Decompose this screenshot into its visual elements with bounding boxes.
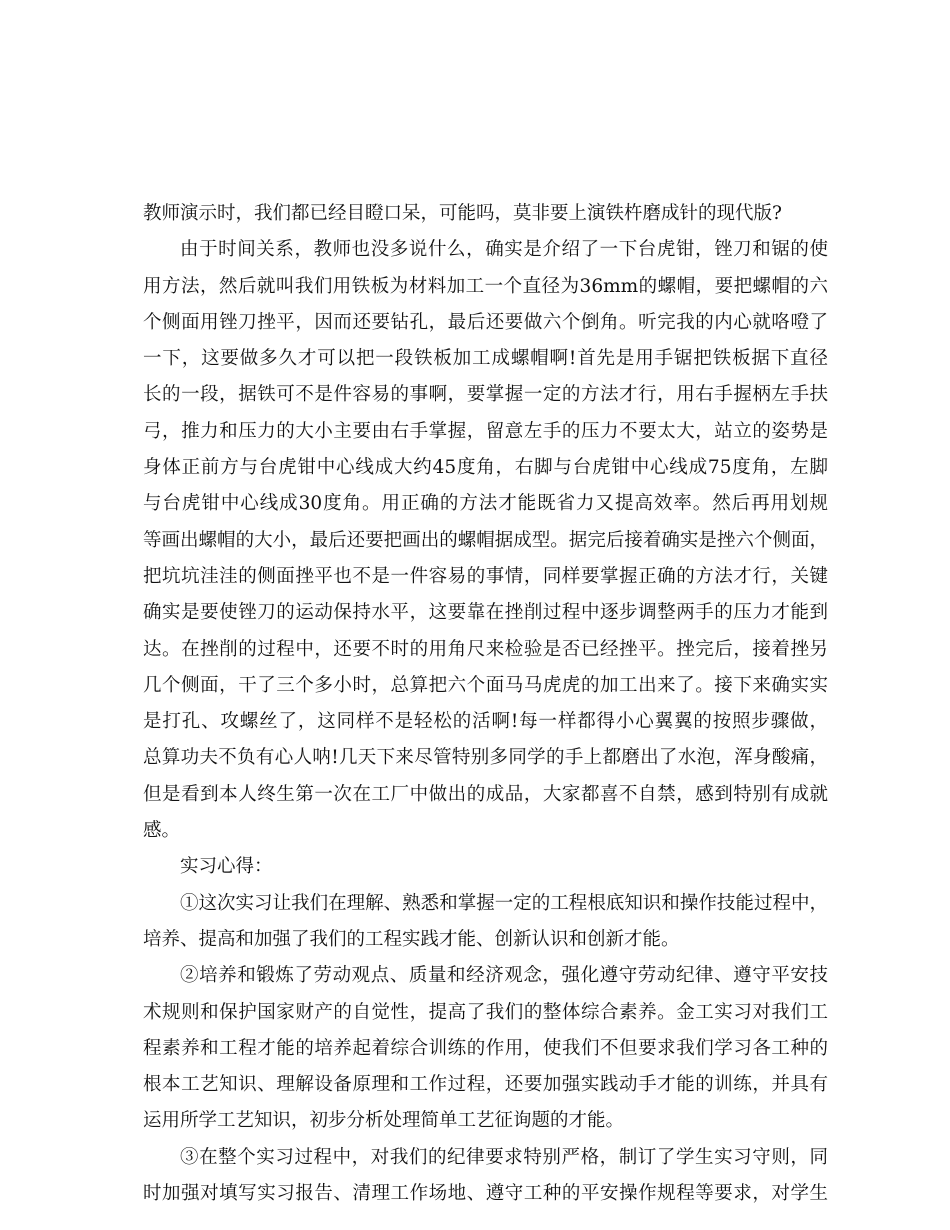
- text-line: 实习心得：: [180, 856, 273, 878]
- text-line: 教师演示时，我们都已经目瞪口呆，可能吗，莫非要上演铁杵磨成针的现代版?: [143, 203, 782, 224]
- text-line: ②培养和锻炼了劳动观点、质量和经济观念，强化遵守劳动纪律、遵守平安技: [180, 965, 828, 987]
- text-line: 根本工艺知识、理解设备原理和工作过程，还要加强实践动手才能的训练，并具有: [143, 1074, 828, 1096]
- text-line: 等画出螺帽的大小，最后还要把画出的螺帽据成型。据完后接着确实是挫六个侧面，: [143, 529, 828, 551]
- text-line: 程素养和工程才能的培养起着综合训练的作用，使我们不但要求我们学习各工种的: [143, 1037, 828, 1059]
- text-line: 身体正前方与台虎钳中心线成大约45度角，右脚与台虎钳中心线成75度角，左脚: [143, 457, 828, 479]
- document-body: [143, 0, 828, 1212]
- text-line: 培养、提高和加强了我们的工程实践才能、创新认识和创新才能。: [143, 928, 680, 950]
- text-line: 弓，推力和压力的大小主要由右手掌握，留意左手的压力不要太大，站立的姿势是: [143, 420, 828, 442]
- text-line: 达。在挫削的过程中，还要不时的用角尺来检验是否已经挫平。挫完后，接着挫另: [143, 638, 828, 660]
- text-line: 感。: [143, 820, 181, 842]
- text-line: 长的一段，据铁可不是件容易的事啊，要掌握一定的方法才行，用右手握柄左手扶: [143, 384, 828, 406]
- text-line: 把坑坑洼洼的侧面挫平也不是一件容易的事情，同样要掌握正确的方法才行，关键: [143, 565, 828, 587]
- document-page: [143, 0, 828, 1230]
- text-line: 确实是要使锉刀的运动保持水平，这要靠在挫削过程中逐步调整两手的压力才能到: [143, 602, 828, 624]
- text-line: 几个侧面，干了三个多小时，总算把六个面马马虎虎的加工出来了。接下来确实实: [143, 674, 828, 696]
- text-line: 与台虎钳中心线成30度角。用正确的方法才能既省力又提高效率。然后再用划规: [143, 493, 828, 515]
- text-line: 但是看到本人终生第一次在工厂中做出的成品，大家都喜不自禁，感到特别有成就: [143, 783, 828, 805]
- text-line: 用方法，然后就叫我们用铁板为材料加工一个直径为36mm的螺帽，要把螺帽的六: [143, 275, 828, 297]
- text-line: 一下，这要做多久才可以把一段铁板加工成螺帽啊!首先是用手锯把铁板据下直径: [143, 348, 828, 370]
- text-line: ①这次实习让我们在理解、熟悉和掌握一定的工程根底知识和操作技能过程中，: [180, 892, 828, 914]
- text-line: 个侧面用锉刀挫平，因而还要钻孔，最后还要做六个倒角。听完我的内心就咯噔了: [143, 311, 828, 333]
- text-line: 术规则和保护国家财产的自觉性，提高了我们的整体综合素养。金工实习对我们工: [143, 1001, 828, 1023]
- text-line: ③在整个实习过程中，对我们的纪律要求特别严格，制订了学生实习守则，同: [180, 1146, 828, 1168]
- text-line: 是打孔、攻螺丝了，这同样不是轻松的活啊!每一样都得小心翼翼的按照步骤做，: [143, 711, 828, 733]
- text-line: 总算功夫不负有心人呐!几天下来尽管特别多同学的手上都磨出了水泡，浑身酸痛，: [143, 747, 828, 769]
- text-line: 时加强对填写实习报告、清理工作场地、遵守工种的平安操作规程等要求，对学生: [143, 1183, 828, 1205]
- text-line: 运用所学工艺知识，初步分析处理简单工艺征询题的才能。: [143, 1110, 625, 1132]
- text-line: 由于时间关系，教师也没多说什么，确实是介绍了一下台虎钳，锉刀和锯的使: [180, 239, 828, 261]
